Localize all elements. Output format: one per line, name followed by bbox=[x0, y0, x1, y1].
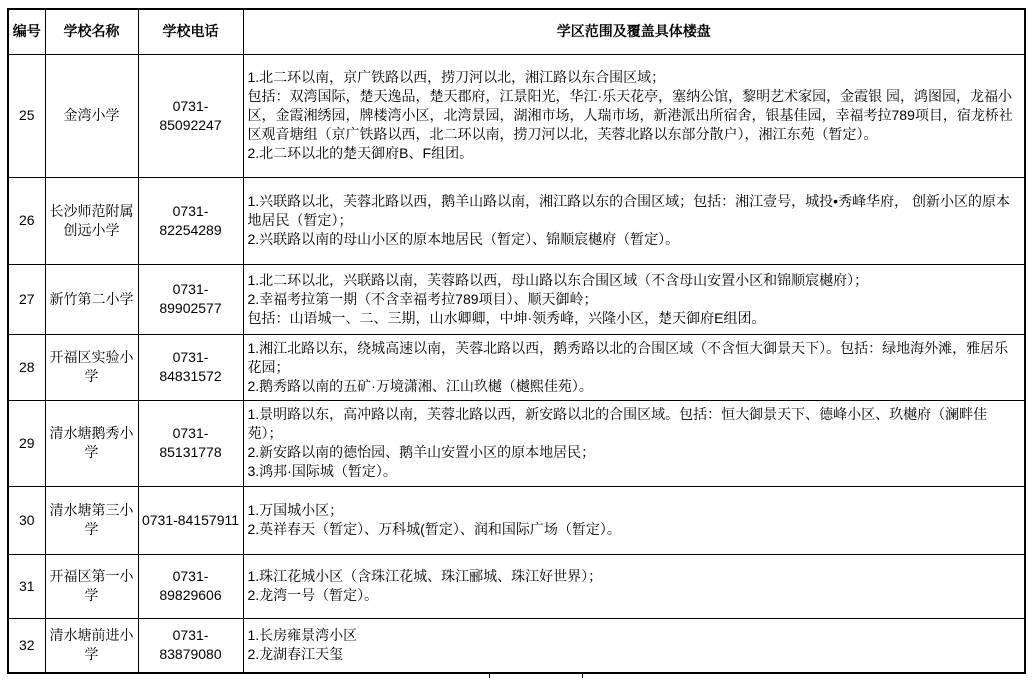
district-detail-line: 1.景明路以东，高冲路以南，芙蓉北路以西，新安路以北的合围区域。包括：恒大御景天下、德峰小区、玖樾府（澜畔佳苑）； bbox=[247, 406, 988, 441]
district-details bbox=[243, 54, 1025, 177]
school-phone: 0731-84157911 bbox=[138, 486, 243, 554]
district-details bbox=[243, 554, 1025, 618]
school-phone: 0731-84831572 bbox=[138, 334, 243, 400]
school-number: 31 bbox=[8, 554, 45, 618]
table-row bbox=[8, 334, 1025, 400]
header-row bbox=[8, 9, 1025, 54]
table-row bbox=[8, 486, 1025, 554]
district-detail-line: 2.英祥春天（暂定）、万科城(暂定）、润和国际广场（暂定）。 bbox=[247, 521, 621, 537]
district-detail-line: 2.新安路以南的德怡园、鹅羊山安置小区的原本地居民； bbox=[247, 444, 596, 460]
district-details bbox=[243, 177, 1025, 264]
district-detail-line: 2.龙湖春江天玺 bbox=[247, 646, 344, 663]
district-details bbox=[243, 486, 1025, 554]
school-number: 32 bbox=[8, 618, 45, 673]
district-detail-line: 1.万国城小区； bbox=[247, 502, 344, 518]
school-name: 金湾小学 bbox=[45, 54, 138, 177]
school-number: 26 bbox=[8, 177, 45, 264]
school-phone: 0731-89902577 bbox=[138, 264, 243, 334]
school-number: 28 bbox=[8, 334, 45, 400]
table-row bbox=[8, 554, 1025, 618]
header-district-range: 学区范围及覆盖具体楼盘 bbox=[243, 9, 1025, 54]
district-detail-line: 1.兴联路以北，芙蓉北路以西，鹅羊山路以南，湘江路以东的合围区域；包括：湘江壹号，城投•秀峰华府， 创新小区的原本地居民（暂定）； bbox=[247, 193, 1010, 228]
district-details bbox=[243, 618, 1025, 673]
district-details bbox=[243, 334, 1025, 400]
school-name: 新竹第二小学 bbox=[45, 264, 138, 334]
school-phone: 0731-82254289 bbox=[138, 177, 243, 264]
table-header bbox=[8, 9, 1025, 54]
district-detail-line: 2.鹅秀路以南的五矿·万境潇湘、江山玖樾（樾熙佳苑）。 bbox=[247, 377, 593, 394]
school-phone: 0731-85131778 bbox=[138, 400, 243, 486]
table-row bbox=[8, 177, 1025, 264]
header-number: 编号 bbox=[8, 9, 45, 54]
district-detail-line: 2.北二环以北的楚天御府B、F组团。 bbox=[247, 145, 474, 161]
cropped-next-row-fragment bbox=[489, 674, 583, 678]
school-phone: 0731-89829606 bbox=[138, 554, 243, 618]
school-name: 开福区第一小学 bbox=[45, 554, 138, 618]
district-detail-line: 包括：山语城一、二、三期，山水卿卿，中坤·领秀峰，兴隆小区，楚天御府E组团。 bbox=[247, 309, 766, 326]
district-detail-line: 1.湘江北路以东，绕城高速以南，芙蓉北路以西，鹅秀路以北的合围区域（不含恒大御景天下）。包括：绿地海外滩，雅居乐花园； bbox=[247, 339, 1009, 375]
district-details bbox=[243, 400, 1025, 486]
district-detail-line: 3.鸿邦·国际城（暂定）。 bbox=[247, 463, 397, 479]
table-body bbox=[8, 54, 1025, 673]
table-row bbox=[8, 618, 1025, 673]
header-school-phone: 学校电话 bbox=[138, 9, 243, 54]
district-detail-line: 1.珠江花城小区（含珠江花城、珠江郦城、珠江好世界）； bbox=[247, 568, 603, 584]
school-phone: 0731-83879080 bbox=[138, 618, 243, 673]
school-name: 长沙师范附属创远小学 bbox=[45, 177, 138, 264]
table-row bbox=[8, 264, 1025, 334]
school-name: 清水塘前进小学 bbox=[45, 618, 138, 673]
district-detail-line: 1.北二环以北，兴联路以南，芙蓉路以西，母山路以东合围区域（不含母山安置小区和锦顺宸樾府）； bbox=[247, 271, 869, 288]
school-number: 30 bbox=[8, 486, 45, 554]
school-phone: 0731-85092247 bbox=[138, 54, 243, 177]
school-name: 开福区实验小学 bbox=[45, 334, 138, 400]
district-detail-line: 2.幸福考拉第一期（不含幸福考拉789项目）、顺天御岭； bbox=[247, 290, 598, 307]
table-row bbox=[8, 54, 1025, 177]
district-detail-line: 2.龙湾一号（暂定）。 bbox=[247, 587, 379, 603]
school-name: 清水塘鹅秀小学 bbox=[45, 400, 138, 486]
district-detail-line: 1.北二环以南，京广铁路以西，捞刀河以北，湘江路以东合围区域； bbox=[247, 69, 666, 85]
school-name: 清水塘第三小学 bbox=[45, 486, 138, 554]
district-detail-line: 2.兴联路以南的母山小区的原本地居民（暂定）、锦顺宸樾府（暂定）。 bbox=[247, 231, 680, 247]
table-row bbox=[8, 400, 1025, 486]
district-detail-line: 包括：双湾国际，楚天逸品，楚天郡府，江景阳光，华江·乐天花亭，塞纳公馆，黎明艺术家园，金霞银 园，鸿图园，龙福小区，金霞湘绣园，牌楼湾小区，北湾景园，湖湘市场，人瑞市场，新港派出所宿舍，银基佳园，幸福考拉789项目，宿龙桥社区观音塘组（京广铁路以西，北二环以南，捞刀河以北，芙蓉北路以东部分散户），湘江东苑（暂定）。 bbox=[247, 88, 1013, 142]
header-school-name: 学校名称 bbox=[45, 9, 138, 54]
district-details bbox=[243, 264, 1025, 334]
school-district-table bbox=[7, 8, 1026, 674]
school-number: 27 bbox=[8, 264, 45, 334]
district-detail-line: 1.长房雍景湾小区 bbox=[247, 627, 358, 644]
school-number: 25 bbox=[8, 54, 45, 177]
school-number: 29 bbox=[8, 400, 45, 486]
